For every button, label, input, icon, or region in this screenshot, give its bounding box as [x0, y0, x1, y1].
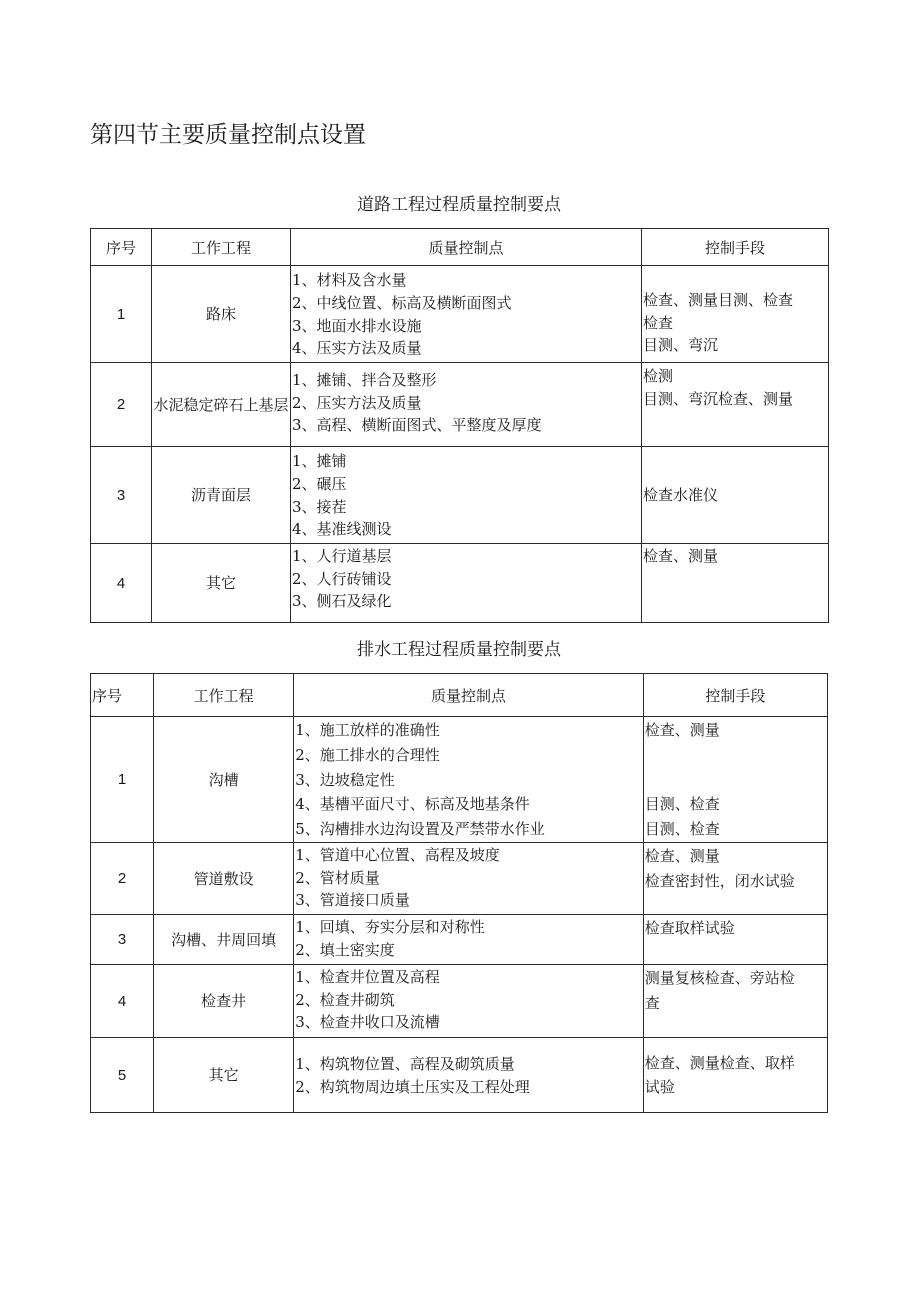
row-points: [294, 965, 643, 1038]
row-work: 其它: [152, 544, 291, 623]
means-line: 检查、测量目测、检查: [643, 291, 794, 310]
row-means: [642, 266, 829, 363]
table-row: [91, 965, 828, 1038]
row-no: 2: [91, 363, 152, 447]
row-no: 5: [91, 1038, 154, 1113]
point-line: 2、碾压: [292, 474, 347, 493]
row-means: [643, 717, 827, 843]
means-line: 检查、测量: [643, 547, 719, 565]
point-line: 2、人行砖铺设: [292, 569, 392, 588]
means-line: 测量复核检查、旁站检: [644, 969, 795, 987]
point-line: 2、管材质量: [295, 868, 380, 887]
means-line: 目测、弯沉: [643, 336, 719, 355]
table-row: [91, 843, 828, 915]
means-line: 检测: [643, 367, 674, 385]
header-means: 控制手段: [643, 674, 827, 717]
point-line: 3、地面水排水设施: [292, 316, 422, 335]
point-line: 4、基槽平面尺寸、标高及地基条件: [295, 795, 530, 814]
row-work: 沥青面层: [152, 447, 291, 544]
means-line: 检查密封性，闭水试验: [644, 871, 795, 890]
means-line: 检查水准仪: [643, 485, 719, 504]
point-line: 3、边坡稳定性: [295, 770, 395, 789]
row-work: 沟槽、井周回填: [154, 915, 294, 965]
means-line: 检查: [643, 313, 674, 332]
point-line: 2、中线位置、标高及横断面图式: [292, 293, 512, 312]
row-points: [294, 717, 643, 843]
row-means: [643, 843, 827, 915]
row-points: [291, 544, 642, 623]
row-means: [643, 965, 827, 1038]
point-line: 4、压实方法及质量: [292, 339, 422, 358]
row-points: [291, 363, 642, 447]
row-points: [294, 915, 643, 965]
header-points: 质量控制点: [294, 674, 643, 717]
point-line: 3、管道接口质量: [295, 891, 410, 910]
row-means: [643, 915, 827, 965]
row-work: 其它: [154, 1038, 294, 1113]
table-header-row: [91, 229, 829, 266]
drain-quality-table: [90, 673, 828, 1113]
point-line: 1、摊铺、拌合及整形: [292, 371, 437, 389]
header-points: 质量控制点: [291, 229, 642, 266]
row-no: 3: [91, 447, 152, 544]
row-no: 3: [91, 915, 154, 965]
header-no: 序号: [91, 229, 152, 266]
table-row: [91, 363, 829, 447]
point-line: 1、施工放样的准确性: [295, 721, 440, 739]
point-line: 2、检查井砌筑: [295, 990, 395, 1009]
table-header-row: [91, 674, 828, 717]
point-line: 3、高程、横断面图式、平整度及厚度: [292, 416, 542, 435]
header-no: 序号: [91, 674, 154, 717]
row-work: 路床: [152, 266, 291, 363]
means-line: 目测、弯沉检查、测量: [643, 389, 794, 408]
means-line: 检查、测量: [644, 721, 720, 739]
means-line: [645, 768, 826, 793]
row-no: 4: [91, 965, 154, 1038]
point-line: 2、压实方法及质量: [292, 393, 422, 412]
means-line: 检查、测量检查、取样: [644, 1054, 795, 1072]
drain-table-caption: 排水工程过程质量控制要点: [357, 640, 561, 660]
point-line: 2、构筑物周边填土压实及工程处理: [295, 1077, 530, 1096]
means-line: 目测、检查: [644, 795, 720, 814]
point-line: 3、检查井收口及流槽: [295, 1013, 440, 1032]
means-line: 试验: [644, 1078, 675, 1096]
point-line: 2、施工排水的合理性: [295, 745, 440, 764]
point-line: 2、填土密实度: [295, 940, 395, 959]
row-means: [643, 1038, 827, 1113]
point-line: 1、构筑物位置、高程及砌筑质量: [295, 1054, 515, 1073]
road-table-caption: 道路工程过程质量控制要点: [357, 195, 561, 215]
row-work: 检查井: [154, 965, 294, 1038]
header-work: 工作工程: [154, 674, 294, 717]
row-work: 水泥稳定碎石上基层: [152, 363, 291, 447]
row-points: [294, 843, 643, 915]
point-line: 1、回填、夯实分层和对称性: [295, 918, 485, 936]
table-row: [91, 544, 829, 623]
means-line: 查: [644, 993, 660, 1012]
row-no: 2: [91, 843, 154, 915]
table-row: [91, 1038, 828, 1113]
means-line: 检查、测量: [644, 847, 720, 865]
means-line: [645, 743, 826, 768]
row-no: 4: [91, 544, 152, 623]
point-line: 3、接茬: [292, 497, 347, 516]
road-quality-table: [90, 228, 829, 623]
point-line: 1、管道中心位置、高程及坡度: [295, 846, 500, 864]
means-line: 检查取样试验: [644, 919, 735, 937]
point-line: 1、人行道基层: [292, 547, 392, 565]
table-row: [91, 266, 829, 363]
means-line: 目测、检查: [644, 820, 720, 839]
row-means: [642, 544, 829, 623]
point-line: 1、检查井位置及高程: [295, 968, 440, 986]
row-means: [642, 363, 829, 447]
row-no: 1: [91, 717, 154, 843]
row-work: 管道敷设: [154, 843, 294, 915]
point-line: 1、材料及含水量: [292, 271, 407, 290]
row-work: 沟槽: [154, 717, 294, 843]
table-row: [91, 447, 829, 544]
row-points: [291, 447, 642, 544]
row-points: [291, 266, 642, 363]
row-no: 1: [91, 266, 152, 363]
row-points: [294, 1038, 643, 1113]
point-line: 5、沟槽排水边沟设置及严禁带水作业: [295, 820, 545, 839]
table-row: [91, 915, 828, 965]
point-line: 1、摊铺: [292, 452, 347, 471]
table-row: [91, 717, 828, 843]
point-line: 4、基准线测设: [292, 520, 392, 539]
page-heading: 第四节主要质量控制点设置: [90, 122, 366, 148]
header-work: 工作工程: [152, 229, 291, 266]
header-means: 控制手段: [642, 229, 829, 266]
row-means: [642, 447, 829, 544]
point-line: 3、侧石及绿化: [292, 592, 392, 611]
